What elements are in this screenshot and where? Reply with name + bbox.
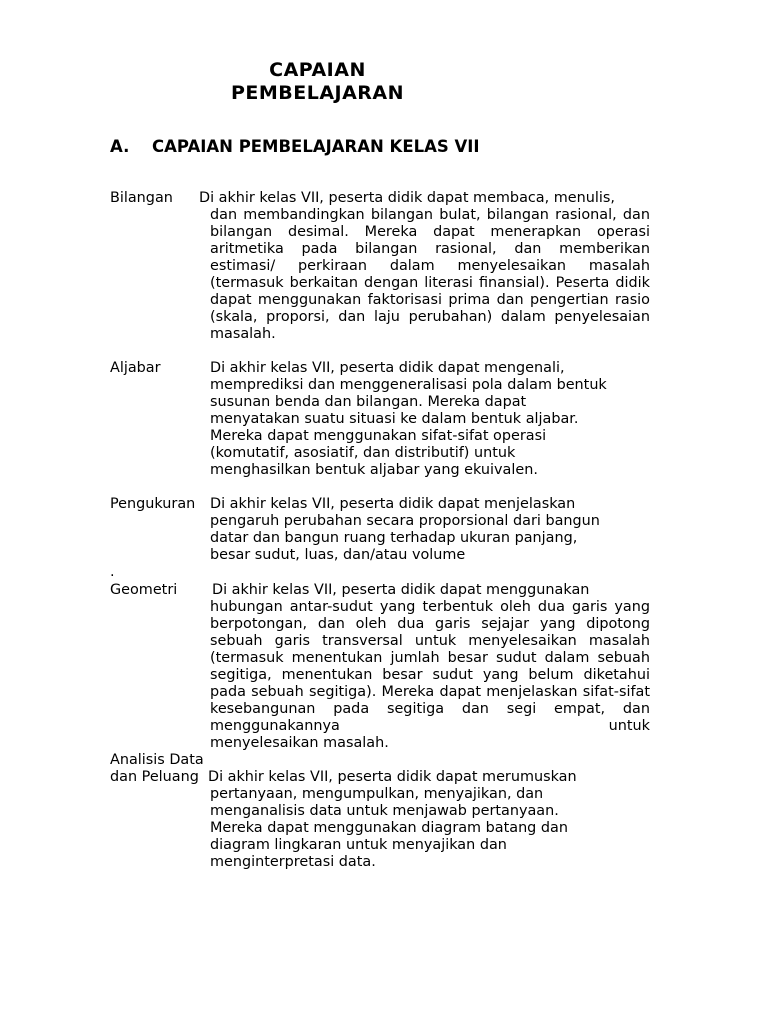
paragraph-pengukuran-line: pengaruh perubahan secara proporsional dari bangun — [210, 513, 600, 529]
paragraph-analisis-line: diagram lingkaran untuk menyajikan dan — [210, 837, 507, 853]
paragraph-aljabar-line: memprediksi dan menggeneralisasi pola dalam bentuk — [210, 377, 607, 393]
paragraph-pengukuran-first-line: Di akhir kelas VII, peserta didik dapat menjelaskan — [210, 496, 576, 512]
paragraph-aljabar-line: Mereka dapat menggunakan sifat-sifat operasi — [210, 428, 547, 444]
label-pengukuran: Pengukuran — [110, 496, 196, 512]
label-aljabar: Aljabar — [110, 360, 161, 376]
paragraph-aljabar-line: susunan benda dan bilangan. Mereka dapat — [210, 394, 527, 410]
paragraph-aljabar-line: (komutatif, asosiatif, dan distributif) untuk — [210, 445, 516, 461]
label-analisis-data: Analisis Data — [110, 752, 204, 768]
paragraph-analisis-line: pertanyaan, mengumpulkan, menyajikan, dan — [210, 786, 544, 802]
paragraph-bilangan — [199, 190, 650, 343]
paragraph-bilangan-first-line: Di akhir kelas VII, peserta didik dapat membaca, menulis, — [199, 190, 615, 206]
document-title-line-1: CAPAIAN — [269, 59, 366, 81]
section-heading — [110, 137, 480, 157]
section-letter: A. — [110, 137, 130, 156]
paragraph-aljabar — [210, 360, 650, 479]
section-title: CAPAIAN PEMBELAJARAN KELAS VII — [152, 137, 480, 156]
paragraph-bilangan-body: dan membandingkan bilangan bulat, bilangan rasional, dan bilangan desimal. Mereka dapat menerapkan operasi aritmetika pada bilangan rasional, dan memberikan estimasi/ perkiraan dalam menyelesaikan masalah (termasuk berkaitan dengan literasi finansial). Peserta didik dapat menggunakan faktorisasi prima dan pengertian rasio (skala, proporsi, dan laju perubahan) dalam penyelesaian masalah. — [210, 207, 650, 342]
paragraph-pengukuran — [210, 496, 650, 564]
paragraph-analisis-data — [210, 769, 650, 871]
paragraph-aljabar-line: menyatakan suatu situasi ke dalam bentuk aljabar. — [210, 411, 579, 427]
paragraph-geometri-last-line: menyelesaikan masalah. — [210, 735, 389, 751]
paragraph-analisis-line: menginterpretasi data. — [210, 854, 376, 870]
paragraph-geometri-body: hubungan antar-sudut yang terbentuk oleh dua garis yang berpotongan, dan oleh dua garis sejajar yang dipotong sebuah garis transversal untuk menyelesaikan masalah (termasuk menentukan jumlah besar sudut dalam sebuah segitiga, menentukan besar sudut yang belum diketahui pada sebuah segitiga). Mereka dapat menjelaskan sifat-sifat kesebangunan pada segitiga dan segi empat, dan menggunakannya untuk — [210, 599, 650, 734]
paragraph-analisis-line: Mereka dapat menggunakan diagram batang dan — [210, 820, 568, 836]
label-geometri: Geometri — [110, 582, 178, 598]
stray-period: . — [110, 564, 115, 580]
paragraph-analisis-line: menganalisis data untuk menjawab pertanyaan. — [210, 803, 559, 819]
paragraph-geometri — [210, 582, 650, 752]
paragraph-pengukuran-line: datar dan bangun ruang terhadap ukuran panjang, — [210, 530, 578, 546]
paragraph-aljabar-first-line: Di akhir kelas VII, peserta didik dapat mengenali, — [210, 360, 565, 376]
paragraph-aljabar-line: menghasilkan bentuk aljabar yang ekuivalen. — [210, 462, 538, 478]
paragraph-analisis-first-line: Di akhir kelas VII, peserta didik dapat merumuskan — [208, 769, 577, 785]
paragraph-pengukuran-line: besar sudut, luas, dan/atau volume — [210, 547, 466, 563]
label-dan-peluang: dan Peluang — [110, 769, 199, 785]
paragraph-geometri-first-line: Di akhir kelas VII, peserta didik dapat menggunakan — [212, 582, 590, 598]
document-title-line-2: PEMBELAJARAN — [230, 82, 405, 104]
label-bilangan: Bilangan — [110, 190, 173, 206]
